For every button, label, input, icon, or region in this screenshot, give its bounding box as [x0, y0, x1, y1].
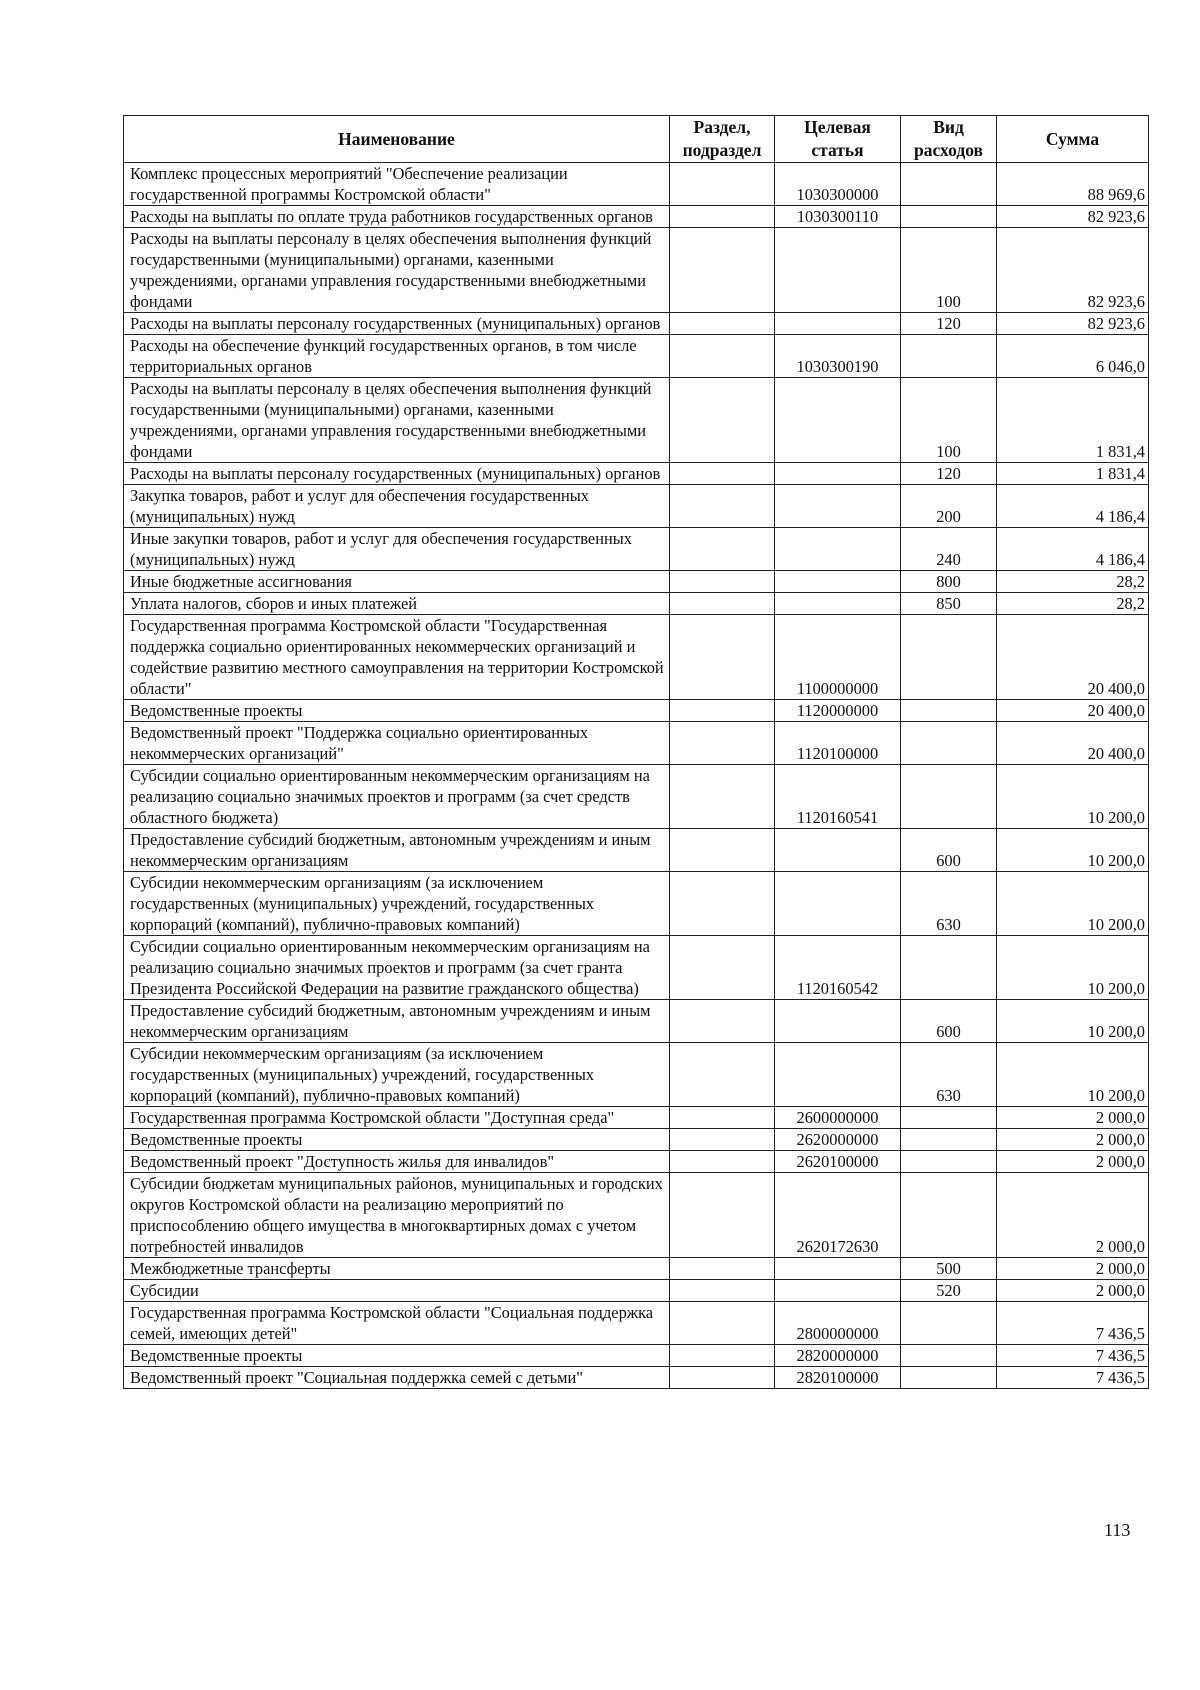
row-name: Иные закупки товаров, работ и услуг для обеспечения государственных (муниципальных) нужд	[124, 528, 670, 571]
row-section	[670, 1000, 775, 1043]
row-name: Расходы на выплаты персоналу в целях обеспечения выполнения функций государственными (муниципальными) органами, казенными учреждениями, органами управления государственными внебюджетными фондами	[124, 378, 670, 463]
row-target: 2620172630	[775, 1173, 901, 1258]
table-row	[124, 872, 1149, 936]
row-name: Иные бюджетные ассигнования	[124, 571, 670, 593]
row-name: Расходы на выплаты персоналу государственных (муниципальных) органов	[124, 463, 670, 485]
row-name: Субсидии социально ориентированным некоммерческим организациям на реализацию социально значимых проектов и программ (за счет средств областного бюджета)	[124, 765, 670, 829]
row-target: 1030300190	[775, 335, 901, 378]
row-sum: 10 200,0	[997, 765, 1149, 829]
row-name: Межбюджетные трансферты	[124, 1258, 670, 1280]
row-kind	[901, 335, 997, 378]
row-target	[775, 593, 901, 615]
row-target	[775, 485, 901, 528]
row-target	[775, 463, 901, 485]
table-row	[124, 528, 1149, 571]
row-target: 1120160541	[775, 765, 901, 829]
row-target: 1030300110	[775, 206, 901, 228]
row-kind	[901, 1345, 997, 1367]
row-sum: 10 200,0	[997, 829, 1149, 872]
row-kind: 200	[901, 485, 997, 528]
row-sum: 82 923,6	[997, 228, 1149, 313]
row-section	[670, 335, 775, 378]
row-target: 1030300000	[775, 163, 901, 206]
row-sum: 82 923,6	[997, 206, 1149, 228]
row-kind: 100	[901, 228, 997, 313]
row-sum: 2 000,0	[997, 1107, 1149, 1129]
row-name: Государственная программа Костромской области "Государственная поддержка социально ориентированных некоммерческих организаций и содействие развитию местного самоуправления на территории Костромской области"	[124, 615, 670, 700]
row-name: Предоставление субсидий бюджетным, автономным учреждениям и иным некоммерческим организациям	[124, 1000, 670, 1043]
row-section	[670, 163, 775, 206]
table-row	[124, 615, 1149, 700]
row-kind: 120	[901, 463, 997, 485]
row-kind: 600	[901, 829, 997, 872]
row-kind	[901, 700, 997, 722]
budget-table	[123, 115, 1149, 1389]
row-section	[670, 1151, 775, 1173]
row-section	[670, 829, 775, 872]
row-sum: 1 831,4	[997, 463, 1149, 485]
table-row	[124, 1345, 1149, 1367]
table-row	[124, 700, 1149, 722]
row-sum: 2 000,0	[997, 1280, 1149, 1302]
header-name: Наименование	[124, 116, 670, 163]
row-section	[670, 615, 775, 700]
table-row	[124, 1367, 1149, 1389]
table-row	[124, 163, 1149, 206]
row-section	[670, 1129, 775, 1151]
table-row	[124, 1043, 1149, 1107]
row-target: 2600000000	[775, 1107, 901, 1129]
row-section	[670, 1043, 775, 1107]
row-name: Расходы на выплаты персоналу в целях обеспечения выполнения функций государственными (муниципальными) органами, казенными учреждениями, органами управления государственными внебюджетными фондами	[124, 228, 670, 313]
table-row	[124, 335, 1149, 378]
table-row	[124, 593, 1149, 615]
row-sum: 82 923,6	[997, 313, 1149, 335]
row-name: Ведомственные проекты	[124, 1345, 670, 1367]
table-row	[124, 1173, 1149, 1258]
row-kind: 850	[901, 593, 997, 615]
table-row	[124, 485, 1149, 528]
row-target	[775, 228, 901, 313]
row-name: Субсидии социально ориентированным некоммерческим организациям на реализацию социально значимых проектов и программ (за счет гранта Президента Российской Федерации на развитие гражданского общества)	[124, 936, 670, 1000]
table-row	[124, 571, 1149, 593]
row-name: Ведомственный проект "Доступность жилья для инвалидов"	[124, 1151, 670, 1173]
row-target	[775, 872, 901, 936]
row-section	[670, 722, 775, 765]
header-sum: Сумма	[997, 116, 1149, 163]
row-section	[670, 700, 775, 722]
row-kind: 240	[901, 528, 997, 571]
table-row	[124, 1151, 1149, 1173]
row-kind	[901, 1367, 997, 1389]
row-kind	[901, 936, 997, 1000]
row-name: Государственная программа Костромской области "Доступная среда"	[124, 1107, 670, 1129]
header-target: Целевая статья	[775, 116, 901, 163]
row-sum: 7 436,5	[997, 1302, 1149, 1345]
row-sum: 10 200,0	[997, 872, 1149, 936]
row-target	[775, 829, 901, 872]
row-kind: 630	[901, 872, 997, 936]
row-section	[670, 463, 775, 485]
table-body	[124, 163, 1149, 1389]
row-sum: 20 400,0	[997, 700, 1149, 722]
row-kind	[901, 1129, 997, 1151]
row-kind	[901, 765, 997, 829]
row-sum: 4 186,4	[997, 528, 1149, 571]
row-sum: 1 831,4	[997, 378, 1149, 463]
row-target: 2620100000	[775, 1151, 901, 1173]
row-kind	[901, 1107, 997, 1129]
row-kind: 630	[901, 1043, 997, 1107]
row-name: Субсидии бюджетам муниципальных районов, муниципальных и городских округов Костромской области на реализацию мероприятий по приспособлению общего имущества в многоквартирных домах с учетом потребностей инвалидов	[124, 1173, 670, 1258]
table-row	[124, 228, 1149, 313]
row-target	[775, 313, 901, 335]
row-kind	[901, 1151, 997, 1173]
row-sum: 28,2	[997, 571, 1149, 593]
table-row	[124, 463, 1149, 485]
row-name: Субсидии	[124, 1280, 670, 1302]
row-name: Уплата налогов, сборов и иных платежей	[124, 593, 670, 615]
table-row	[124, 722, 1149, 765]
row-sum: 10 200,0	[997, 1000, 1149, 1043]
row-sum: 2 000,0	[997, 1129, 1149, 1151]
row-kind	[901, 1173, 997, 1258]
table-row	[124, 1280, 1149, 1302]
row-sum: 7 436,5	[997, 1367, 1149, 1389]
row-name: Комплекс процессных мероприятий "Обеспечение реализации государственной программы Костромской области"	[124, 163, 670, 206]
table-row	[124, 1302, 1149, 1345]
row-kind: 120	[901, 313, 997, 335]
row-section	[670, 228, 775, 313]
row-target: 1120160542	[775, 936, 901, 1000]
row-kind: 800	[901, 571, 997, 593]
row-target: 2820100000	[775, 1367, 901, 1389]
row-section	[670, 1107, 775, 1129]
row-kind: 500	[901, 1258, 997, 1280]
row-sum: 88 969,6	[997, 163, 1149, 206]
row-kind: 520	[901, 1280, 997, 1302]
row-sum: 10 200,0	[997, 1043, 1149, 1107]
row-kind	[901, 722, 997, 765]
row-kind: 100	[901, 378, 997, 463]
row-target: 2800000000	[775, 1302, 901, 1345]
row-section	[670, 313, 775, 335]
row-section	[670, 936, 775, 1000]
table-row	[124, 1000, 1149, 1043]
row-sum: 2 000,0	[997, 1151, 1149, 1173]
table-header-row	[124, 116, 1149, 163]
row-target	[775, 1258, 901, 1280]
row-name: Расходы на обеспечение функций государственных органов, в том числе территориальных органов	[124, 335, 670, 378]
row-section	[670, 528, 775, 571]
table-row	[124, 313, 1149, 335]
row-name: Ведомственные проекты	[124, 1129, 670, 1151]
row-name: Ведомственный проект "Поддержка социально ориентированных некоммерческих организаций"	[124, 722, 670, 765]
header-section: Раздел, подраздел	[670, 116, 775, 163]
header-kind: Вид расходов	[901, 116, 997, 163]
table-row	[124, 765, 1149, 829]
row-section	[670, 765, 775, 829]
row-name: Государственная программа Костромской области "Социальная поддержка семей, имеющих детей"	[124, 1302, 670, 1345]
row-name: Ведомственные проекты	[124, 700, 670, 722]
row-target: 1120000000	[775, 700, 901, 722]
table-row	[124, 378, 1149, 463]
row-target: 1100000000	[775, 615, 901, 700]
row-name: Субсидии некоммерческим организациям (за исключением государственных (муниципальных) учреждений, государственных корпораций (компаний), публично-правовых компаний)	[124, 872, 670, 936]
row-target	[775, 1280, 901, 1302]
row-sum: 2 000,0	[997, 1173, 1149, 1258]
row-sum: 6 046,0	[997, 335, 1149, 378]
row-target: 2620000000	[775, 1129, 901, 1151]
row-section	[670, 1302, 775, 1345]
row-name: Предоставление субсидий бюджетным, автономным учреждениям и иным некоммерческим организациям	[124, 829, 670, 872]
row-sum: 28,2	[997, 593, 1149, 615]
row-target	[775, 1000, 901, 1043]
row-section	[670, 571, 775, 593]
row-name: Субсидии некоммерческим организациям (за исключением государственных (муниципальных) учреждений, государственных корпораций (компаний), публично-правовых компаний)	[124, 1043, 670, 1107]
row-target	[775, 378, 901, 463]
table-row	[124, 1107, 1149, 1129]
row-target: 1120100000	[775, 722, 901, 765]
table-row	[124, 206, 1149, 228]
page-number: 113	[1104, 1520, 1131, 1540]
row-section	[670, 593, 775, 615]
row-sum: 4 186,4	[997, 485, 1149, 528]
row-name: Расходы на выплаты персоналу государственных (муниципальных) органов	[124, 313, 670, 335]
row-kind	[901, 1302, 997, 1345]
row-sum: 2 000,0	[997, 1258, 1149, 1280]
table-row	[124, 936, 1149, 1000]
row-kind: 600	[901, 1000, 997, 1043]
row-section	[670, 1280, 775, 1302]
table-row	[124, 829, 1149, 872]
table-row	[124, 1129, 1149, 1151]
row-kind	[901, 206, 997, 228]
row-target	[775, 528, 901, 571]
table-row	[124, 1258, 1149, 1280]
row-section	[670, 378, 775, 463]
row-sum: 20 400,0	[997, 615, 1149, 700]
row-sum: 10 200,0	[997, 936, 1149, 1000]
row-section	[670, 1258, 775, 1280]
row-section	[670, 1173, 775, 1258]
row-sum: 20 400,0	[997, 722, 1149, 765]
row-target	[775, 1043, 901, 1107]
row-target: 2820000000	[775, 1345, 901, 1367]
row-kind	[901, 163, 997, 206]
row-section	[670, 872, 775, 936]
row-section	[670, 206, 775, 228]
row-section	[670, 1345, 775, 1367]
row-kind	[901, 615, 997, 700]
row-name: Закупка товаров, работ и услуг для обеспечения государственных (муниципальных) нужд	[124, 485, 670, 528]
row-name: Расходы на выплаты по оплате труда работников государственных органов	[124, 206, 670, 228]
row-sum: 7 436,5	[997, 1345, 1149, 1367]
row-target	[775, 571, 901, 593]
row-section	[670, 485, 775, 528]
row-section	[670, 1367, 775, 1389]
row-name: Ведомственный проект "Социальная поддержка семей с детьми"	[124, 1367, 670, 1389]
